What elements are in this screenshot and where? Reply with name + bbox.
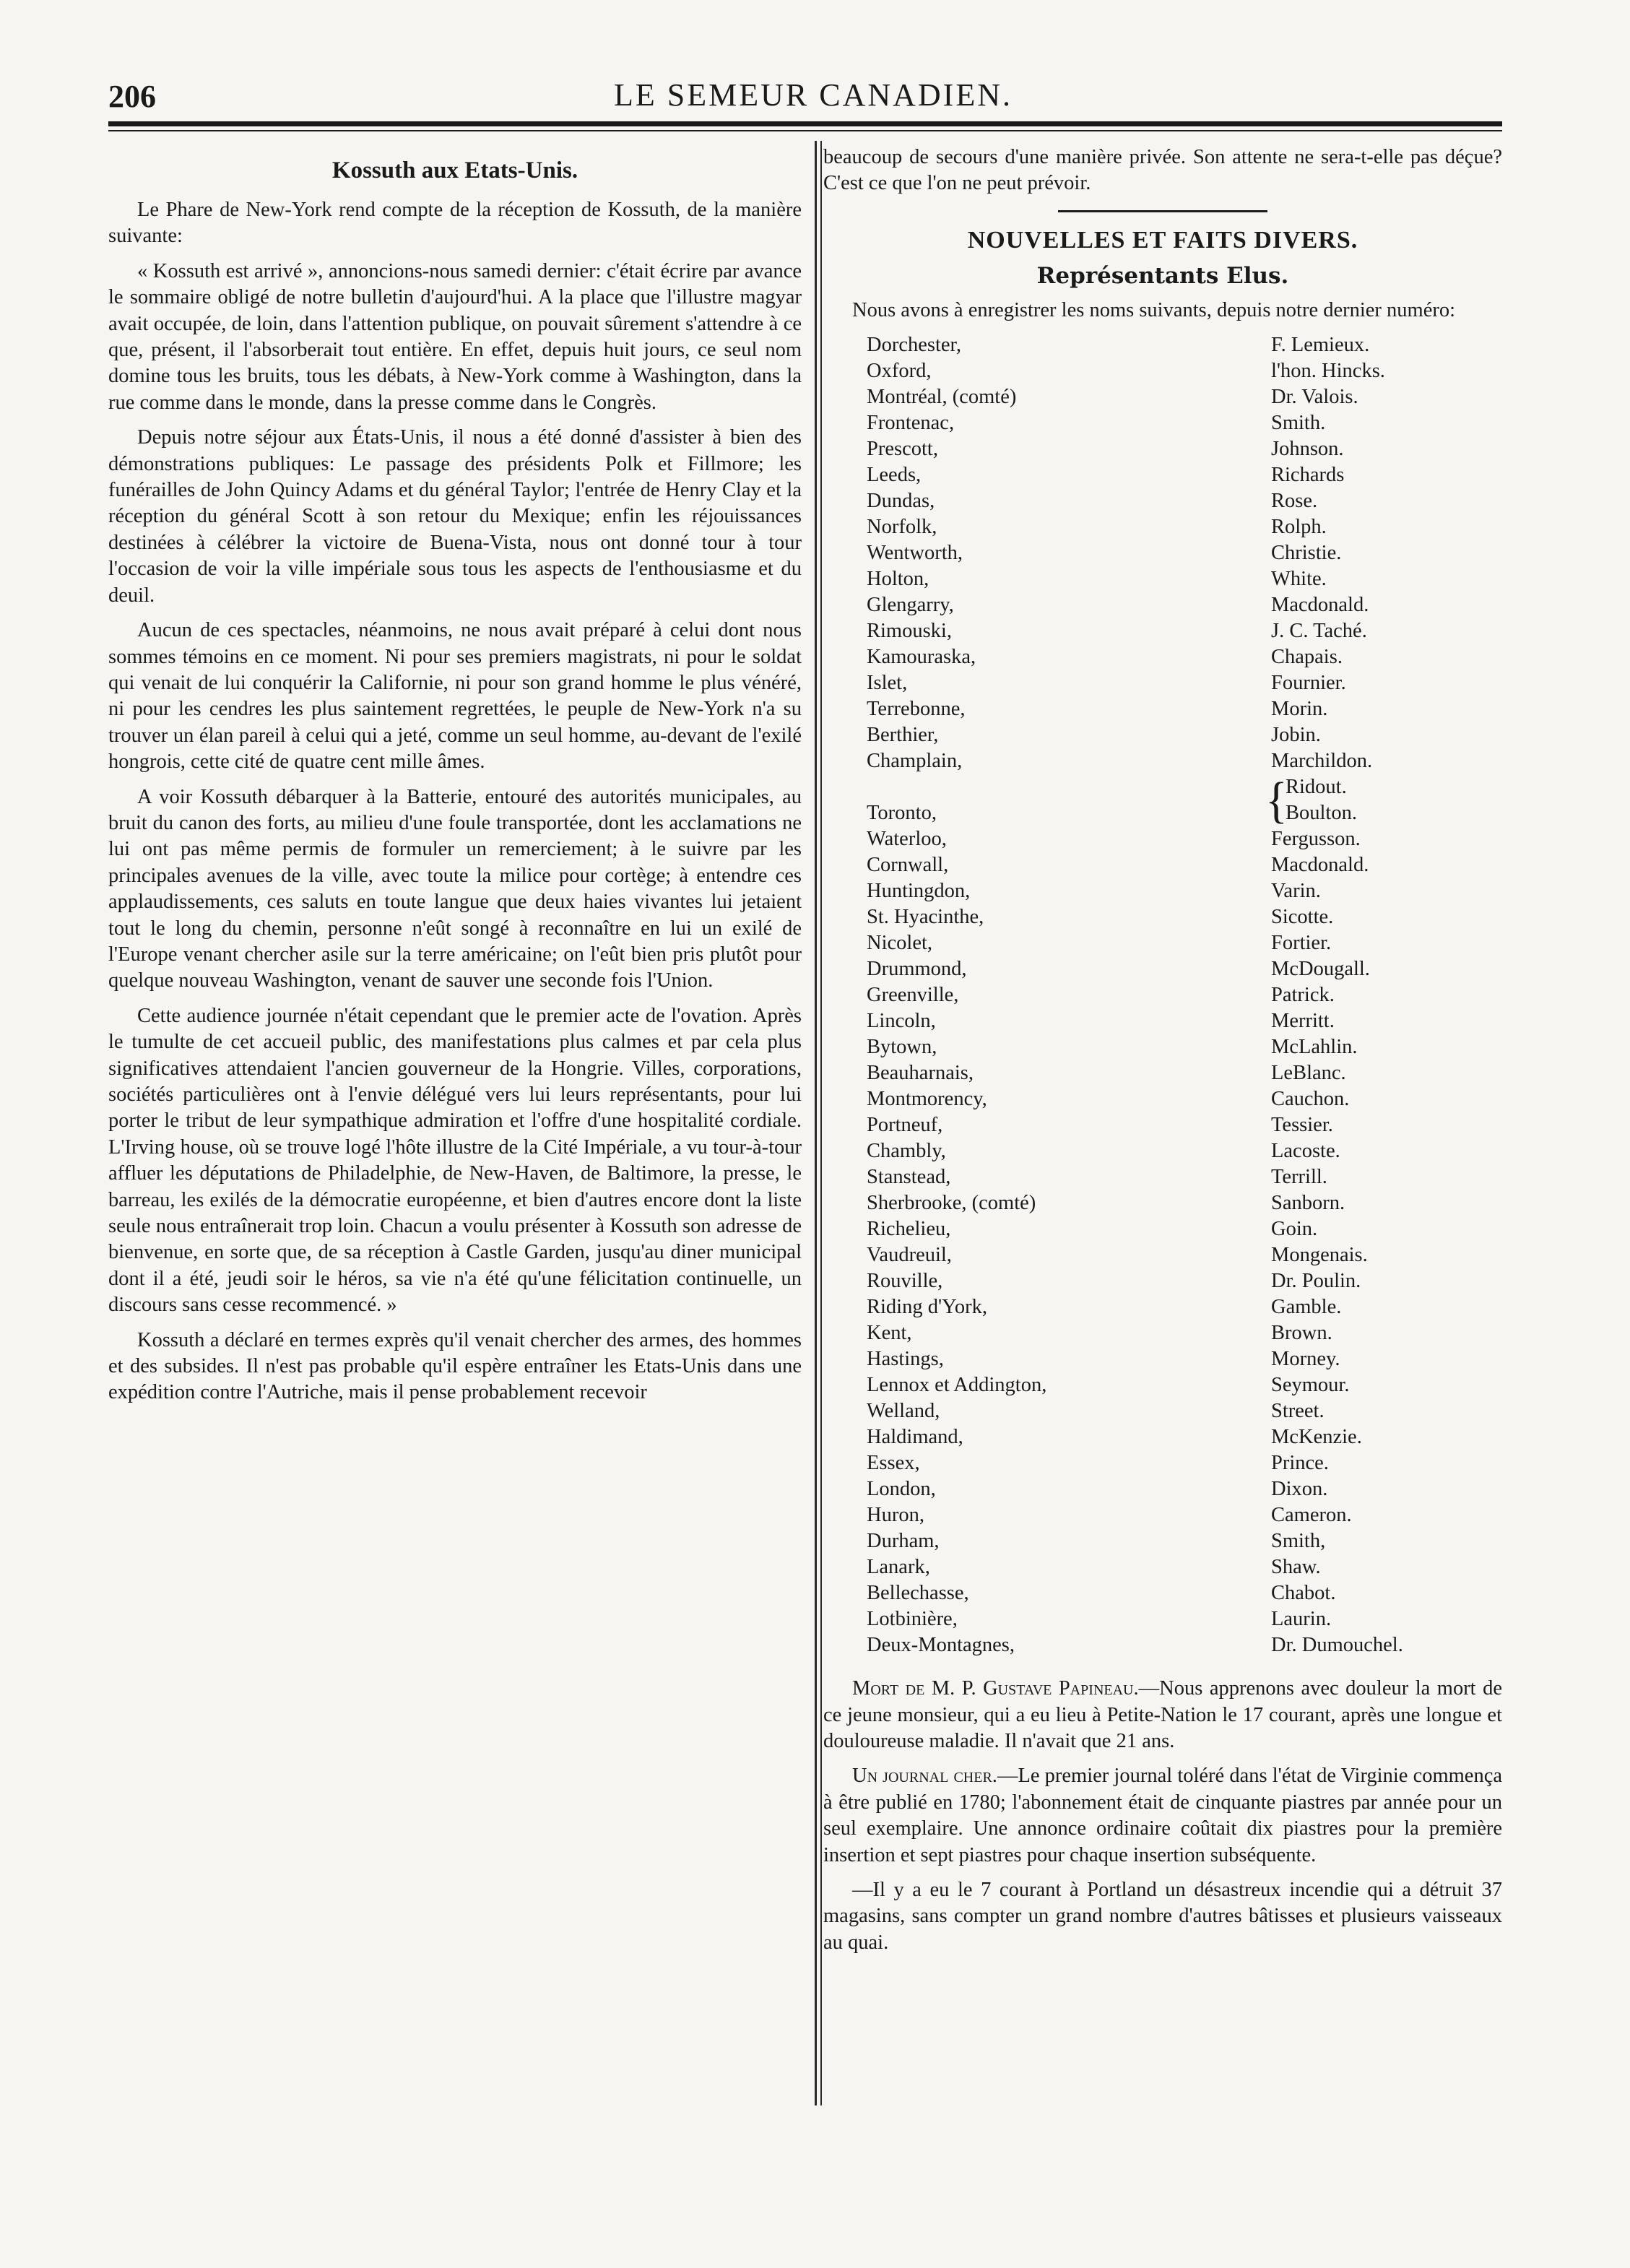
county-name: Portneuf, xyxy=(867,1114,943,1137)
article-paragraph: Le Phare de New-York rend compte de la réception de Kossuth, de la manière suivante: xyxy=(108,199,802,248)
page-header xyxy=(108,72,1502,123)
member-name: Goin. xyxy=(1271,1218,1318,1241)
member-name: Shaw. xyxy=(1271,1556,1321,1579)
county-name: Rimouski, xyxy=(867,620,952,643)
county-name: Frontenac, xyxy=(867,412,955,435)
member-name: Smith. xyxy=(1271,412,1326,435)
member-name: White. xyxy=(1271,568,1327,591)
member-name: Ridout. xyxy=(1286,776,1347,799)
member-name: Seymour. xyxy=(1271,1374,1350,1397)
subsection-title: Représentants Elus. xyxy=(1036,262,1289,289)
member-name: Morin. xyxy=(1271,698,1328,721)
county-name: Champlain, xyxy=(867,750,963,773)
news-item xyxy=(823,1877,1502,1956)
page-number: 206 xyxy=(108,79,156,114)
county-name: Sherbrooke, (comté) xyxy=(867,1192,1036,1215)
member-name: Gamble. xyxy=(1271,1296,1342,1319)
member-name: l'hon. Hincks. xyxy=(1271,360,1385,383)
county-name: Bytown, xyxy=(867,1036,937,1059)
county-name: St. Hyacinthe, xyxy=(867,906,984,929)
county-name: London, xyxy=(867,1478,936,1501)
member-name: Dixon. xyxy=(1271,1478,1328,1501)
county-name: Huntingdon, xyxy=(867,880,971,903)
county-name: Dorchester, xyxy=(867,334,962,357)
county-name: Nicolet, xyxy=(867,932,933,955)
article-paragraph: Kossuth a déclaré en termes exprès qu'il venait chercher des armes, des hommes et des subsides. Il n'est pas probable qu'il espère entraîner les Etats-Unis dans une expédition contre l'Autriche, mais il pense probablement recevoir xyxy=(108,1328,802,1404)
county-name: Glengarry, xyxy=(867,594,954,617)
column-divider-inner xyxy=(820,141,822,2105)
county-name: Prescott, xyxy=(867,438,938,461)
county-name: Lanark, xyxy=(867,1556,930,1579)
member-name: Chabot. xyxy=(1271,1582,1336,1605)
left-column xyxy=(108,144,802,1415)
county-name: Oxford, xyxy=(867,360,932,383)
journal-title: LE SEMEUR CANADIEN. xyxy=(614,77,1013,113)
header-rule xyxy=(108,121,1502,126)
county-name: Richelieu, xyxy=(867,1218,951,1241)
header-rule-thin xyxy=(108,130,1502,131)
county-name: Wentworth, xyxy=(867,542,963,565)
county-name: Bellechasse, xyxy=(867,1582,969,1605)
member-name: LeBlanc. xyxy=(1271,1062,1346,1085)
county-name: Hastings, xyxy=(867,1348,944,1371)
member-name: Patrick. xyxy=(1271,984,1335,1007)
news-text: —Il y a eu le 7 courant à Portland un désastreux incendie qui a détruit 37 magasins, sans compter un grand nombre d'autres bâtisses et plusieurs vaisseaux au quai. xyxy=(823,1879,1502,1954)
member-name: Merritt. xyxy=(1271,1010,1335,1033)
county-name: Montmorency, xyxy=(867,1088,987,1111)
member-name: Tessier. xyxy=(1271,1114,1333,1137)
county-name: Essex, xyxy=(867,1452,920,1475)
county-name: Lotbinière, xyxy=(867,1608,958,1631)
member-name: Sanborn. xyxy=(1271,1192,1345,1215)
member-name: Brown. xyxy=(1271,1322,1332,1345)
article-paragraph: « Kossuth est arrivé », annoncions-nous samedi dernier: c'était écrire par avance le sommaire obligé de notre bulletin d'aujourd'hui. A la place que l'illustre magyar avait occupée, de loin, dans l'attention publique, on pouvait sûrement s'attendre à ce que, présent, il l'absorberait tout entière. En effet, depuis huit jours, ce seul nom domine tous les bruits, tous les débats, à New-York comme à Washington, dans la rue comme dans le monde, dans la presse comme dans le Congrès. xyxy=(108,259,802,414)
section-title: NOUVELLES ET FAITS DIVERS. xyxy=(967,226,1358,254)
county-name: Durham, xyxy=(867,1530,940,1553)
article-title: Kossuth aux Etats-Unis. xyxy=(331,157,578,183)
list-intro: Nous avons à enregistrer les noms suivants, depuis notre dernier numéro: xyxy=(852,298,1456,321)
county-name: Deux-Montagnes, xyxy=(867,1634,1015,1657)
county-name: Leeds, xyxy=(867,464,922,487)
article-paragraph: Depuis notre séjour aux États-Unis, il nous a été donné d'assister à bien des démonstrations publiques: Le passage des présidents Polk et Fillmore; les funérailles de John Quincy Adams et du général Taylor; l'entrée de Henry Clay et la réception du général Scott à son retour du Mexique; enfin les réjouissances destinées à célébrer la victoire de Buena-Vista, nous ont donné tour à tour l'occasion de voir la ville impériale sous tous les aspects de l'enthousiasme et du deuil. xyxy=(108,426,802,607)
county-name: Stanstead, xyxy=(867,1166,951,1189)
county-name: Lennox et Addington, xyxy=(867,1374,1047,1397)
member-name: Cameron. xyxy=(1271,1504,1352,1527)
member-name: Christie. xyxy=(1271,542,1342,565)
member-name: J. C. Taché. xyxy=(1271,620,1367,643)
column-divider xyxy=(815,141,817,2105)
member-name: Sicotte. xyxy=(1271,906,1334,929)
county-name: Terrebonne, xyxy=(867,698,966,721)
member-name: Cauchon. xyxy=(1271,1088,1350,1111)
member-name: McLahlin. xyxy=(1271,1036,1358,1059)
county-name: Dundas, xyxy=(867,490,935,513)
county-name: Lincoln, xyxy=(867,1010,936,1033)
right-column xyxy=(823,144,1502,1965)
member-name: McKenzie. xyxy=(1271,1426,1362,1449)
article-continuation: beaucoup de secours d'une manière privée. Son attente ne sera-t-elle pas déçue? C'est ce que l'on ne peut prévoir. xyxy=(823,146,1502,195)
member-name: Varin. xyxy=(1271,880,1321,903)
member-name: Street. xyxy=(1271,1400,1325,1423)
county-name: Cornwall, xyxy=(867,854,949,877)
county-name: Chambly, xyxy=(867,1140,946,1163)
member-name: F. Lemieux. xyxy=(1271,334,1370,357)
member-name: Chapais. xyxy=(1271,646,1343,669)
member-name: Fortier. xyxy=(1271,932,1332,955)
member-name: Laurin. xyxy=(1271,1608,1332,1631)
member-name: Fournier. xyxy=(1271,672,1346,695)
county-name: Waterloo, xyxy=(867,828,947,851)
county-name: Drummond, xyxy=(867,958,967,981)
member-name: Rolph. xyxy=(1271,516,1327,539)
news-text: —Le premier journal toléré dans l'état de Virginie commença à être publié en 1780; l'abonnement était de cinquante piastres par année pour un seul exemplaire. Une annonce ordinaire coûtait dix piastres pour la première insertion et sept piastres pour chaque insertion subséquente. xyxy=(823,1765,1503,1866)
county-name: Vaudreuil, xyxy=(867,1244,952,1267)
member-name: Dr. Dumouchel. xyxy=(1271,1634,1403,1657)
article-paragraph: A voir Kossuth débarquer à la Batterie, entouré des autorités municipales, au bruit du canon des forts, au milieu d'une foule transportée, dont les acclamations ne lui ont pas même permis de formuler un remerciement; à le suivre par les principales avenues de la ville, avec toute la milice pour cortège; à entendre ces applaudissements, ces saluts en toute langue que deux haies vivantes lui jetaient tout le long du chemin, personne n'eût songé à reconnaître en lui un exilé de l'Europe venant chercher asile sur la terre américaine; on l'eût bien pris plutôt pour quelque nouveau Washington, venant de sauver une seconde fois l'Union. xyxy=(108,785,802,992)
county-name: Toronto, xyxy=(867,802,937,825)
member-name: Dr. Valois. xyxy=(1271,386,1358,409)
member-name: Macdonald. xyxy=(1271,594,1369,617)
member-name: Lacoste. xyxy=(1271,1140,1340,1163)
member-name: Mongenais. xyxy=(1271,1244,1368,1267)
member-name: Dr. Poulin. xyxy=(1271,1270,1361,1293)
member-name: Marchildon. xyxy=(1271,750,1373,773)
county-name: Huron, xyxy=(867,1504,924,1527)
member-name: Boulton. xyxy=(1286,802,1357,825)
member-name: Smith, xyxy=(1271,1530,1326,1553)
county-name: Kent, xyxy=(867,1322,912,1345)
county-name: Islet, xyxy=(867,672,908,695)
news-lead: Un journal cher. xyxy=(852,1765,997,1788)
county-name: Riding d'York, xyxy=(867,1296,987,1319)
member-name: Rose. xyxy=(1271,490,1318,513)
county-name: Beauharnais, xyxy=(867,1062,974,1085)
article-paragraph: Aucun de ces spectacles, néanmoins, ne nous avait préparé à celui dont nous sommes témoins en ce moment. Ni pour ses premiers magistrats, ni pour le soldat qui venait de lui conquérir la Californie, ni pour son grand homme le plus vénéré, ni pour les cendres les plus saintement regrettées, le peuple de New-York n'a su trouver un élan pareil à celui qui a jeté, comme un seul homme, au-devant de l'exilé hongrois, cette cité de quatre cent mille âmes. xyxy=(108,619,802,774)
county-name: Berthier, xyxy=(867,724,939,747)
news-text: —Nous apprenons avec douleur la mort de ce jeune monsieur, qui a eu lieu à Petite-Nation le 17 courant, après une longue et douloureuse maladie. Il n'avait que 21 ans. xyxy=(823,1677,1503,1753)
brace-mark: { xyxy=(1265,771,1288,828)
county-name: Holton, xyxy=(867,568,929,591)
county-name: Norfolk, xyxy=(867,516,937,539)
member-name: Fergusson. xyxy=(1271,828,1361,851)
member-name: Prince. xyxy=(1271,1452,1329,1475)
news-item xyxy=(823,1676,1502,1754)
news-item xyxy=(823,1763,1502,1869)
county-name: Greenville, xyxy=(867,984,959,1007)
county-name: Welland, xyxy=(867,1400,940,1423)
news-lead: Mort de M. P. Gustave Papineau. xyxy=(852,1677,1139,1700)
county-name: Montréal, (comté) xyxy=(867,386,1017,409)
representatives-list xyxy=(823,332,1502,1676)
county-name: Rouville, xyxy=(867,1270,943,1293)
member-name: Johnson. xyxy=(1271,438,1344,461)
member-name: Jobin. xyxy=(1271,724,1321,747)
member-name: McDougall. xyxy=(1271,958,1370,981)
member-name: Macdonald. xyxy=(1271,854,1369,877)
article-paragraph: Cette audience journée n'était cependant que le premier acte de l'ovation. Après le tumulte de cet accueil public, des manifestations plus calmes et par cela plus significatives attendaient l'ancien gouverneur de la Hongrie. Villes, corporations, sociétés particulières ont à l'envie délégué vers lui leurs représentants, pour lui porter le tribut de leur sympathique admiration et l'offre d'une hospitalité cordiale. L'Irving house, où se trouve logé l'hôte illustre de la Cité Impériale, a vu tour-à-tour affluer les députations de Philadelphie, de New-Haven, de Baltimore, la presse, le barreau, les exilés de la démocratie européenne, et bien d'autres encore dont la liste seule nous entraînerait trop loin. Chacun a voulu présenter à Kossuth son adresse de bienvenue, en sorte que, de sa réception à Castle Garden, jusqu'au diner municipal dont il a été, jeudi soir le héros, sa vie n'a été qu'une félicitation continuelle, un discours sans cesse recommencé. » xyxy=(108,1004,802,1317)
member-name: Richards xyxy=(1271,464,1345,487)
member-name: Morney. xyxy=(1271,1348,1340,1371)
county-name: Kamouraska, xyxy=(867,646,976,669)
county-name: Haldimand, xyxy=(867,1426,963,1449)
section-rule xyxy=(1058,210,1267,212)
member-name: Terrill. xyxy=(1271,1166,1327,1189)
